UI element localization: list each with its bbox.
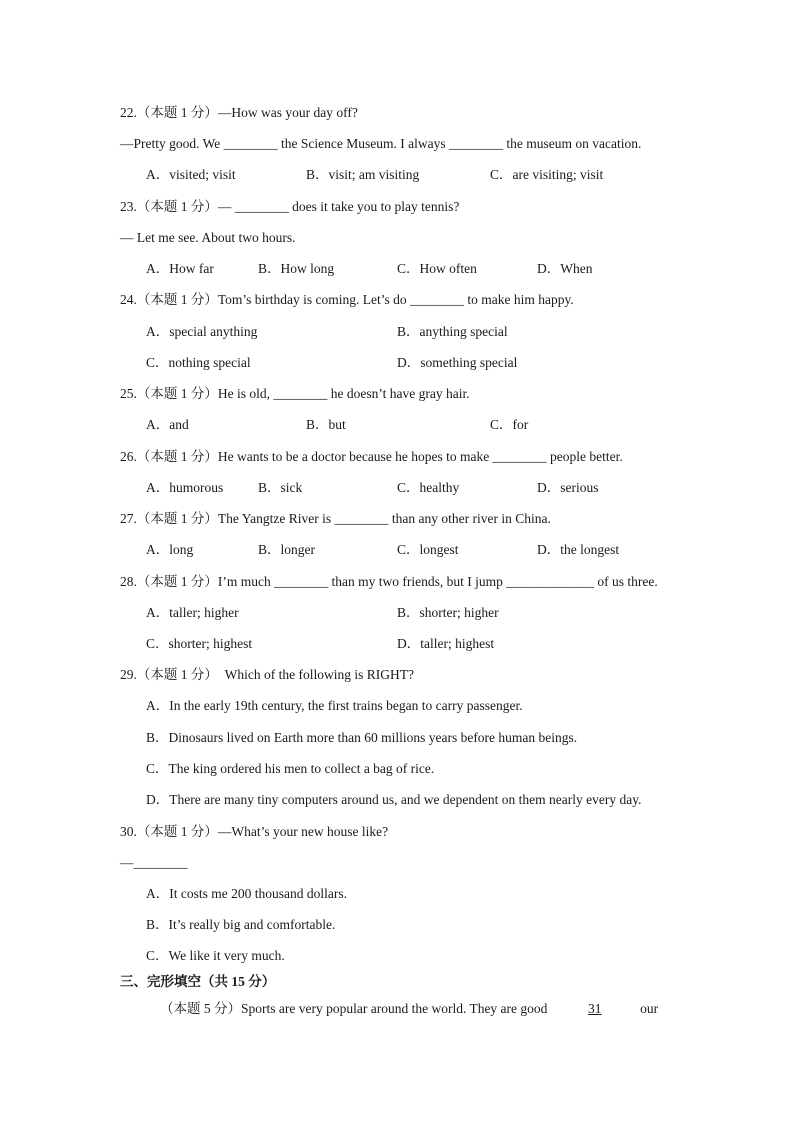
question-27-option-d: D．the longest (537, 542, 620, 557)
cloze-blank-31: 31 (588, 1001, 602, 1016)
question-29-stem: 29.（本题 1 分） Which of the following is RIGHT? (120, 667, 414, 682)
question-23-stem: 23.（本题 1 分）— ________ does it take you to play tennis? (120, 199, 460, 214)
question-25-stem: 25.（本题 1 分）He is old, ________ he doesn’t have gray hair. (120, 386, 470, 401)
question-29-option-c: C．The king ordered his men to collect a bag of rice. (146, 761, 435, 776)
question-27-option-c: C．longest (397, 542, 459, 557)
question-27-option-a: A．long (146, 542, 194, 557)
question-26-option-c: C．healthy (397, 480, 460, 495)
question-23-option-c: C．How often (397, 261, 477, 276)
question-26-option-d: D．serious (537, 480, 599, 495)
question-29-option-a: A．In the early 19th century, the first trains began to carry passenger. (146, 698, 523, 713)
question-24-stem: 24.（本题 1 分）Tom’s birthday is coming. Let’s do ________ to make him happy. (120, 292, 574, 307)
question-30-stem: 30.（本题 1 分）—What’s your new house like? (120, 824, 389, 839)
question-29-option-b: B．Dinosaurs lived on Earth more than 60 millions years before human beings. (146, 730, 578, 745)
question-28-option-c: C．shorter; highest (146, 636, 253, 651)
question-23-option-b: B．How long (258, 261, 335, 276)
question-29-option-d: D．There are many tiny computers around us, and we dependent on them nearly every day. (146, 792, 642, 807)
question-30-option-a: A．It costs me 200 thousand dollars. (146, 886, 347, 901)
question-30-option-b: B．It’s really big and comfortable. (146, 917, 336, 932)
question-25-option-c: C．for (490, 417, 529, 432)
question-23-option-d: D．When (537, 261, 593, 276)
question-28-option-d: D．taller; highest (397, 636, 495, 651)
question-25-option-a: A．and (146, 417, 189, 432)
question-25-option-b: B．but (306, 417, 346, 432)
question-24-option-a: A．special anything (146, 324, 258, 339)
question-28-option-b: B．shorter; higher (397, 605, 499, 620)
question-23-dialog: — Let me see. About two hours. (120, 230, 296, 245)
section-heading: 三、完形填空（共 15 分） (120, 974, 276, 989)
question-26-option-a: A．humorous (146, 480, 224, 495)
question-24-option-d: D．something special (397, 355, 518, 370)
question-22-stem: 22.（本题 1 分）—How was your day off? (120, 105, 358, 120)
question-26-option-b: B．sick (258, 480, 303, 495)
question-23-option-a: A．How far (146, 261, 214, 276)
cloze-intro: （本题 5 分）Sports are very popular around the world. They are good 31 our (160, 1001, 659, 1016)
question-28-stem: 28.（本题 1 分）I’m much ________ than my two friends, but I jump _____________ of us three. (120, 574, 658, 589)
question-30-option-c: C．We like it very much. (146, 948, 285, 963)
question-27-option-b: B．longer (258, 542, 315, 557)
question-22-option-c: C．are visiting; visit (490, 167, 604, 182)
question-22-option-a: A．visited; visit (146, 167, 236, 182)
question-28-option-a: A．taller; higher (146, 605, 239, 620)
question-26-stem: 26.（本题 1 分）He wants to be a doctor because he hopes to make ________ people better. (120, 449, 623, 464)
question-22-option-b: B．visit; am visiting (306, 167, 420, 182)
question-24-option-b: B．anything special (397, 324, 508, 339)
question-30-dialog: —________ (120, 855, 188, 870)
question-27-stem: 27.（本题 1 分）The Yangtze River is ________ than any other river in China. (120, 511, 551, 526)
question-24-option-c: C．nothing special (146, 355, 251, 370)
question-22-dialog: —Pretty good. We ________ the Science Museum. I always ________ the museum on vacation. (120, 136, 642, 151)
